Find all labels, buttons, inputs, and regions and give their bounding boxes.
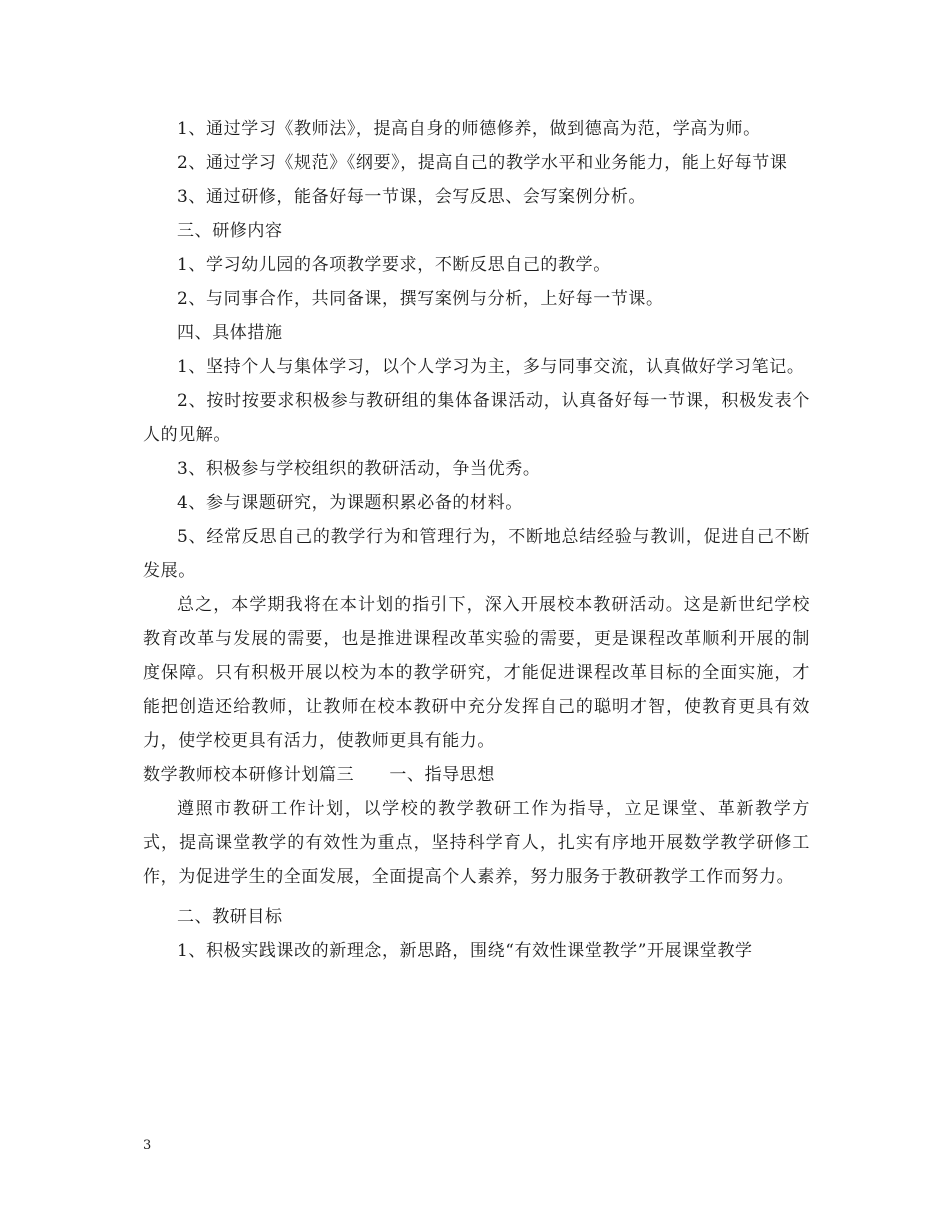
paragraph-measure-5: 5、经常反思自己的教学行为和管理行为，不断地总结经验与教训，促进自己不断发展。 <box>143 527 810 581</box>
paragraph-measure-1: 1、坚持个人与集体学习，以个人学习为主，多与同事交流，认真做好学习笔记。 <box>177 357 805 377</box>
heading-research-content: 三、研修内容 <box>177 221 283 241</box>
heading-research-goals: 二、教研目标 <box>177 907 283 927</box>
paragraph-content-1: 1、学习幼儿园的各项教学要求，不断反思自己的教学。 <box>177 255 611 275</box>
paragraph-measure-4: 4、参与课题研究，为课题积累必备的材料。 <box>177 493 523 513</box>
paragraph-summary: 总之，本学期我将在本计划的指引下，深入开展校本教研活动。这是新世纪学校教育改革与发展的需要，也是推进课程改革实验的需要，更是课程改革顺利开展的制度保障。只有积极开展以校为本的教学研究，才能促进课程改革目标的全面实施，才能把创造还给教师，让教师在校本教研中充分发挥自己的聪明才智，使教育更具有效力，使学校更具有活力，使教师更具有能力。 <box>143 595 810 751</box>
paragraph-goal-2: 2、通过学习《规范》《纲要》，提高自己的教学水平和业务能力，能上好每节课 <box>177 153 788 173</box>
section-title-part-three: 数学教师校本研修计划篇三 一、指导思想 <box>143 765 495 785</box>
paragraph-goal-1: 1、通过学习《教师法》，提高自身的师德修养，做到德高为范，学高为师。 <box>177 119 761 139</box>
paragraph-measure-3: 3、积极参与学校组织的教研活动，争当优秀。 <box>177 459 541 479</box>
page-number: 3 <box>143 1138 152 1153</box>
paragraph-measure-2: 2、按时按要求积极参与教研组的集体备课活动，认真备好每一节课，积极发表个人的见解。 <box>143 391 810 445</box>
document-body <box>143 112 810 968</box>
paragraph-content-2: 2、与同事合作，共同备课，撰写案例与分析，上好每一节课。 <box>177 289 664 309</box>
paragraph-guiding-ideology: 遵照市教研工作计划，以学校的教学教研工作为指导，立足课堂、革新教学方式，提高课堂教学的有效性为重点，坚持科学育人，扎实有序地开展数学教学研修工作，为促进学生的全面发展，全面提高个人素养，努力服务于教研教学工作而努力。 <box>143 799 810 887</box>
paragraph-research-goal-1: 1、积极实践课改的新理念，新思路，围绕“有效性课堂教学”开展课堂教学 <box>177 941 753 961</box>
heading-specific-measures: 四、具体措施 <box>177 323 283 343</box>
paragraph-goal-3: 3、通过研修，能备好每一节课，会写反思、会写案例分析。 <box>177 187 647 207</box>
